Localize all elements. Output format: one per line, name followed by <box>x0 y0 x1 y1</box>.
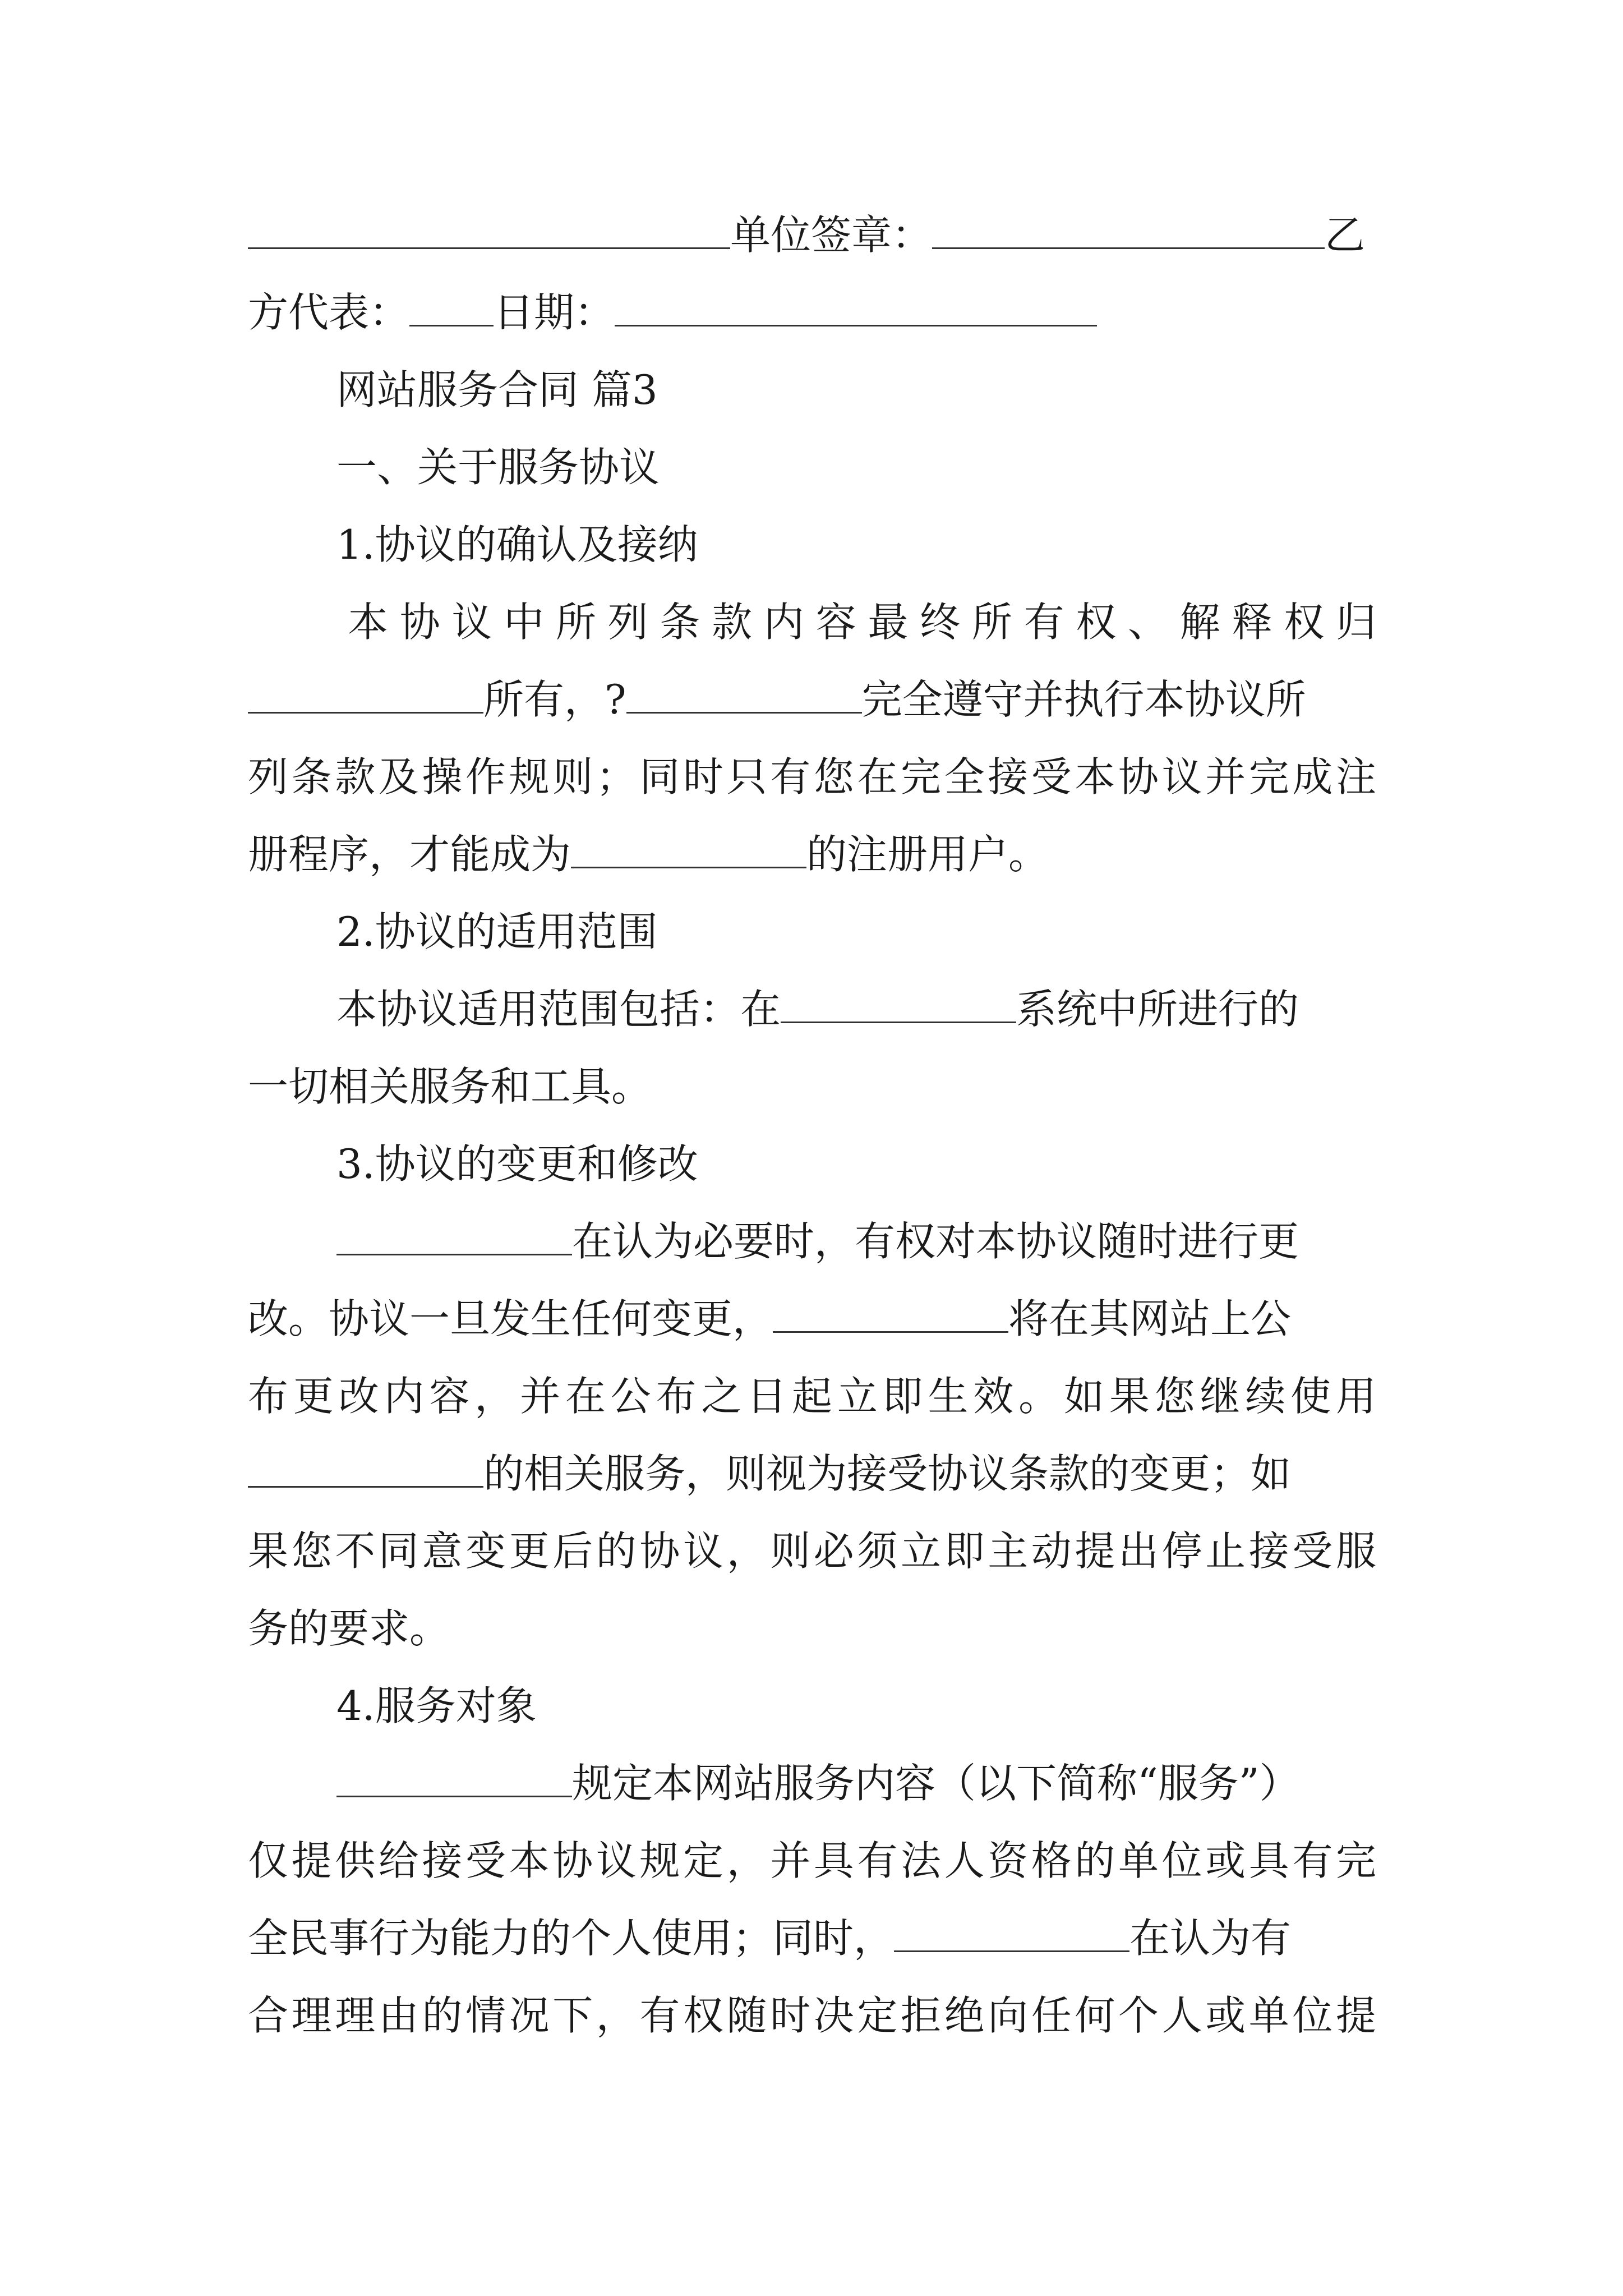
text: 在认为必要时，有权对本协议随时进行更 <box>572 1218 1299 1265</box>
blank <box>248 678 483 714</box>
clause-3-line-3: 布更改内容，并在公布之日起立即生效。如果您继续使用 <box>248 1373 1376 1420</box>
text: 全民事行为能力的个人使用；同时， <box>248 1915 895 1962</box>
clause-3-line-5: 果您不同意变更后的协议，则必须立即主动提出停止接受服 <box>248 1527 1376 1575</box>
text: 改。协议一旦发生任何变更， <box>248 1295 773 1342</box>
clause-4-title: 4.服务对象 <box>336 1682 537 1729</box>
text: 册程序，才能成为 <box>248 831 571 878</box>
clause-1-line-3: 列条款及操作规则；同时只有您在完全接受本协议并完成注 <box>248 753 1376 800</box>
text: 的相关服务，则视为接受协议条款的变更；如 <box>483 1450 1292 1497</box>
blank <box>336 1220 572 1255</box>
blank <box>248 1452 483 1488</box>
text: 本协议适用范围包括：在 <box>336 986 781 1033</box>
rep-blank <box>409 291 494 326</box>
clause-1-line-4 <box>248 816 1376 893</box>
clause-4-line-1 <box>248 1745 1376 1822</box>
heading-service-agreement: 一、关于服务协议 <box>336 444 660 491</box>
clause-3-line-2 <box>248 1280 1376 1358</box>
seal-blank <box>932 214 1325 249</box>
clause-1-title: 1.协议的确认及接纳 <box>336 521 698 568</box>
text: 在认为有 <box>1129 1915 1292 1962</box>
signature-blank <box>248 214 730 249</box>
clause-4-line-4: 合理理由的情况下，有权随时决定拒绝向任何个人或单位提 <box>248 1992 1376 2039</box>
blank <box>894 1917 1129 1952</box>
clause-1-line-2 <box>248 661 1376 738</box>
text: 所有，? <box>483 676 626 723</box>
party-b-start: 乙 <box>1325 211 1366 259</box>
blank <box>773 1297 1008 1333</box>
clause-2-title: 2.协议的适用范围 <box>336 908 658 955</box>
clause-4-line-3 <box>248 1899 1376 1977</box>
clause-3-line-1 <box>248 1203 1376 1280</box>
clause-2-line-1 <box>248 970 1376 1048</box>
blank <box>781 988 1016 1023</box>
section-title: 网站服务合同 篇3 <box>336 366 658 413</box>
clause-3-line-4 <box>248 1435 1376 1512</box>
text: 系统中所进行的 <box>1016 986 1299 1033</box>
clause-4-line-2: 仅提供给接受本协议规定，并具有法人资格的单位或具有完 <box>248 1837 1376 1884</box>
clause-3-title: 3.协议的变更和修改 <box>336 1140 698 1188</box>
text: 规定本网站服务内容（以下简称“服务”） <box>572 1760 1300 1807</box>
date-blank <box>615 291 1097 326</box>
signature-line-2 <box>248 274 1376 351</box>
clause-2-line-2: 一切相关服务和工具。 <box>248 1063 652 1110</box>
clause-1-line-1: 本协议中所列条款内容最终所有权、解释权归 <box>348 599 1376 646</box>
document-page <box>248 196 1376 2054</box>
clause-3-line-6: 务的要求。 <box>248 1605 450 1652</box>
date-label: 日期： <box>494 289 615 336</box>
blank <box>626 678 862 714</box>
blank <box>571 833 806 868</box>
text: 将在其网站上公 <box>1008 1295 1292 1342</box>
text: 完全遵守并执行本协议所 <box>861 676 1306 723</box>
signature-line-1 <box>248 196 1376 274</box>
blank <box>336 1762 572 1797</box>
text: 的注册用户。 <box>806 831 1049 878</box>
unit-seal-label: 单位签章： <box>730 211 933 259</box>
party-b-rep-label: 方代表： <box>248 289 410 336</box>
